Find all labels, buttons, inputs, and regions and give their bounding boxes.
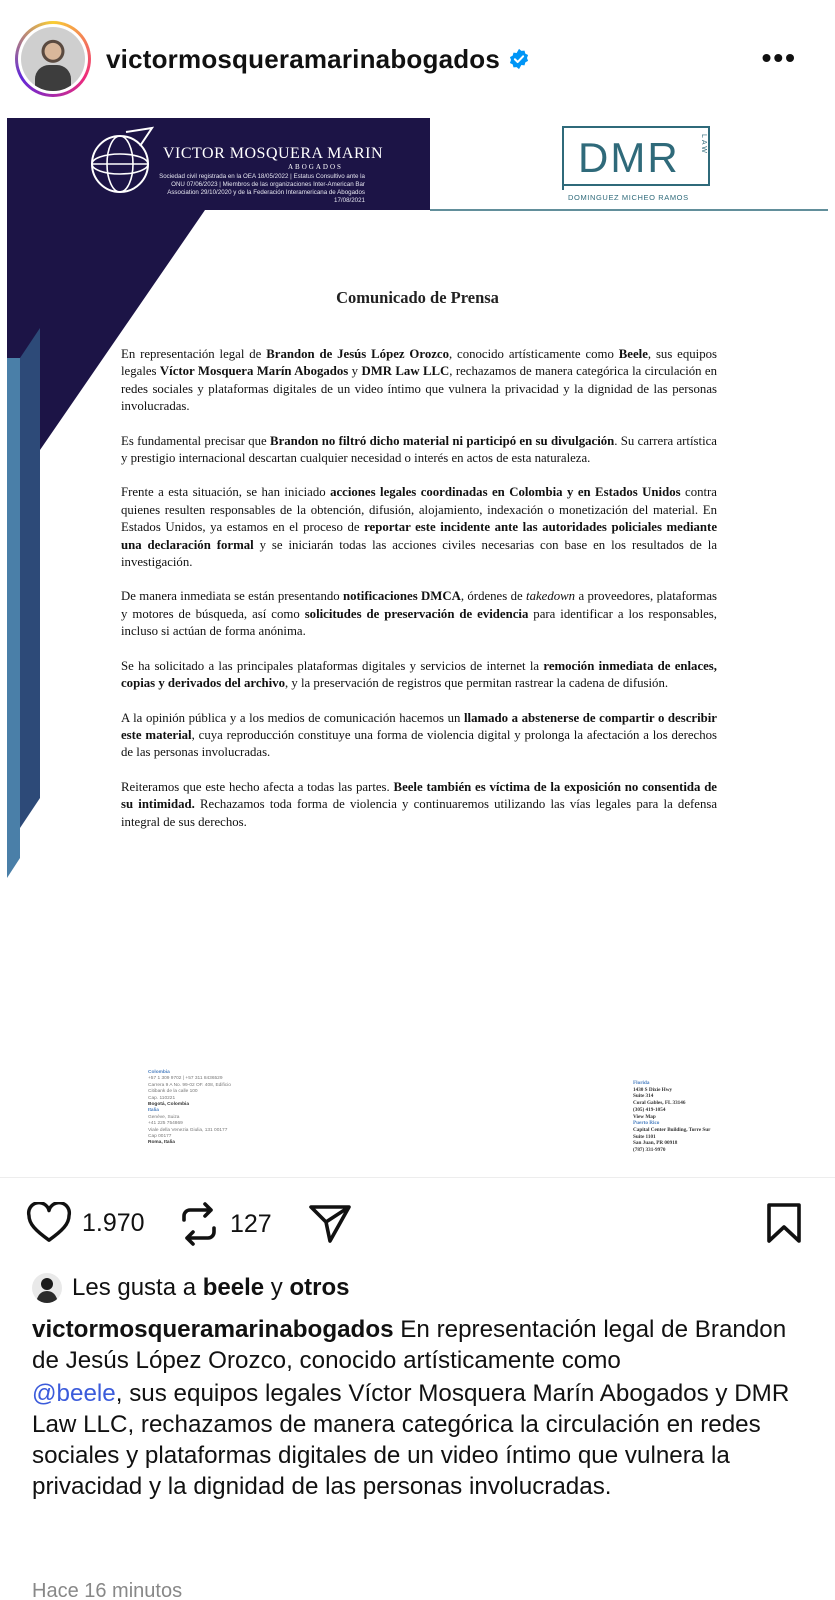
heart-icon[interactable]	[26, 1202, 72, 1244]
document-paragraph	[121, 588, 717, 640]
paragraph-run: A la opinión pública y a los medios de comunicación hacemos un	[121, 710, 464, 725]
masked-person-icon	[32, 1273, 62, 1303]
dmr-partner-names: DOMINGUEZ MICHEO RAMOS	[568, 193, 689, 202]
paragraph-run: , conocido artísticamente como	[448, 347, 619, 361]
repost-action[interactable]	[178, 1202, 272, 1246]
footer-address-line: Citibank de la calle 100	[148, 1089, 198, 1095]
action-bar	[0, 1178, 835, 1264]
paragraph-run: Es fundamental precisar que	[121, 433, 271, 448]
paragraph-run: notificaciones DMCA	[343, 589, 461, 604]
document-paragraph	[121, 779, 717, 831]
paragraph-run: . Su carrera artística y prestigio internacional descartan cualquier necesidad o interés en actos de esta naturaleza.	[121, 433, 717, 466]
footer-address-line: +41 225 754869	[148, 1121, 183, 1127]
paragraph-run: , órdenes de	[460, 589, 527, 604]
paragraph-run: takedown	[526, 589, 576, 604]
globe-logo-icon	[86, 126, 158, 198]
footer-address-line: (787) 331-9970	[633, 1147, 666, 1154]
post-header	[0, 0, 835, 118]
bookmark-icon[interactable]	[766, 1202, 802, 1244]
more-horizontal-icon[interactable]: •••	[761, 42, 797, 73]
footer-address-line: Cap. 110221	[148, 1095, 176, 1101]
paragraph-run: DMR Law LLC	[361, 364, 450, 379]
document-paragraph	[121, 658, 717, 693]
paragraph-run: a proveedores, plataformas y motores de búsqueda, así como	[121, 589, 718, 621]
vm-brand-name: VICTOR MOSQUERA MARIN	[163, 145, 384, 162]
footer-address-line: Coral Gables, FL 33146	[633, 1100, 686, 1107]
paragraph-run: De manera inmediata se están presentando	[121, 589, 344, 604]
footer-address-line: View Map	[633, 1113, 656, 1120]
liked-by-line[interactable]	[32, 1272, 349, 1304]
vm-brand-info: Sociedad civil registrada en la OEA 18/05/2022 | Estatus Consultivo ante la ONU 07/06/2023 | Miembros de las organizaciones Inter-American Bar Association 29/10/2020 y de la Federación Interamericana de Abogados 17/08/2021	[159, 173, 365, 204]
reposts-count: 127	[230, 1209, 272, 1238]
paragraph-run: contra quienes resulten responsables de la obtención, difusión, alojamiento, indexación o monetización del material. En Estados Unidos, ya estamos en el proceso de	[121, 485, 717, 535]
verified-badge-icon	[508, 48, 530, 70]
paragraph-run: Brandon de Jesús López Orozco	[266, 347, 449, 361]
dmr-logo-text: DMR	[578, 134, 680, 181]
paragraph-run: Frente a esta situación, se han iniciado	[121, 485, 331, 500]
caption-mention-link[interactable]: @beele	[32, 1380, 116, 1407]
dmr-logo-law: LAW	[700, 134, 707, 155]
profile-avatar[interactable]	[15, 21, 91, 97]
caption-text-2: , sus equipos legales Víctor Mosquera Marín Abogados y DMR Law LLC, rechazamos de manera categórica la circulación en redes sociales y plataformas digitales de un video íntimo que vulnera la privacidad y la dignidad de las personas involucradas.	[32, 1380, 790, 1500]
caption-username[interactable]: victormosqueramarinabogados	[32, 1316, 394, 1343]
footer-address-line: Suite 314	[633, 1093, 654, 1100]
like-action[interactable]	[26, 1202, 145, 1244]
paragraph-run: y se iniciarán todas las acciones civiles necesarias con base en los resultados de la investigación.	[121, 537, 717, 570]
paragraph-run: , cuya reproducción constituye una forma de violencia digital y prolonga la afectación a los derechos de las personas involucradas.	[121, 727, 717, 760]
share-action[interactable]	[308, 1204, 352, 1244]
footer-address-line: Genève, Suiza	[148, 1114, 180, 1120]
liked-by-user[interactable]: beele	[202, 1274, 265, 1301]
paragraph-run: reportar este incidente ante las autoridades policiales mediante una declaración formal	[121, 520, 717, 552]
caption-text-1: En representación legal de Brandon de Jesús López Orozco, conocido artísticamente como	[32, 1316, 787, 1374]
footer-address-line: Viale della Venezia Giulia, 131 00177	[148, 1127, 228, 1133]
paragraph-run: , rechazamos de manera categórica la circulación en redes sociales y plataformas digitales de un video íntimo que vulnera la privacidad y la dignidad de las personas involucradas.	[121, 364, 718, 414]
paragraph-run: solicitudes de preservación de evidencia	[304, 606, 529, 621]
post-timestamp: Hace 16 minutos	[32, 1580, 183, 1600]
save-action[interactable]	[766, 1202, 802, 1244]
footer-left-addresses	[148, 1070, 298, 1147]
paragraph-run: y	[348, 364, 362, 379]
paragraph-run: Víctor Mosquera Marín Abogados	[159, 364, 349, 379]
repost-icon[interactable]	[178, 1202, 220, 1246]
liked-by-others[interactable]: otros	[289, 1274, 350, 1301]
footer-address-line: San Juan, PR 00918	[633, 1140, 678, 1147]
footer-address-line: +57 1 309 9702 | +57 311 8436529	[148, 1076, 223, 1082]
paragraph-run: Reiteramos que este hecho afecta a todas las partes.	[121, 779, 394, 794]
paragraph-run: llamado a abstenerse de compartir o describir este material	[121, 710, 717, 742]
document-paragraph	[121, 346, 717, 416]
paragraph-run: Beele	[618, 347, 648, 361]
footer-right-addresses	[633, 1080, 783, 1154]
footer-address-line: Puerto Rico	[633, 1120, 660, 1127]
footer-address-line: Colombia	[148, 1070, 170, 1075]
paragraph-run: Beele también es víctima de la exposición no consentida de su intimidad.	[121, 779, 717, 812]
paragraph-run: Brandon no filtró dicho material ni participó en su divulgación	[270, 433, 615, 448]
paragraph-run: En representación legal de	[121, 347, 267, 361]
paragraph-run: para identificar a los responsables, incluso si actúan de forma anónima.	[121, 606, 717, 639]
paragraph-run: , sus equipos legales	[121, 347, 717, 379]
avatar-photo	[21, 27, 85, 91]
paragraph-run: , y la preservación de registros que permitan rastrear la cadena de difusión.	[285, 676, 669, 691]
paragraph-run: acciones legales coordinadas en Colombia y en Estados Unidos	[330, 485, 681, 500]
footer-address-line: Carrera 9 A No. 99-02 OF. 408, Edificio	[148, 1082, 231, 1088]
paragraph-run: Se ha solicitado a las principales plataformas digitales y servicios de internet la	[121, 658, 544, 673]
footer-address-line: Bogotá, Colombia	[148, 1102, 190, 1108]
document-paragraph	[121, 433, 717, 468]
document-title: Comunicado de Prensa	[336, 288, 499, 307]
likes-count: 1.970	[82, 1208, 145, 1237]
paragraph-run: Rechazamos toda forma de violencia y continuaremos utilizando las vías legales para la defensa integral de sus derechos.	[121, 797, 717, 829]
document-body	[121, 346, 717, 848]
liked-by-middle: y	[264, 1274, 290, 1301]
footer-address-line: 1430 S Dixie Hwy	[633, 1086, 673, 1093]
send-icon[interactable]	[308, 1204, 352, 1244]
footer-address-line: Capital Center Building, Torre Sur	[633, 1126, 711, 1133]
footer-address-line: Cap 00177	[148, 1134, 172, 1140]
post-image-document[interactable]	[0, 118, 835, 1178]
document-paragraph	[121, 484, 717, 571]
footer-address-line: Suite 1101	[633, 1133, 656, 1140]
footer-address-line: Roma, Italia	[148, 1140, 175, 1146]
liked-by-prefix: Les gusta a	[72, 1274, 203, 1301]
footer-address-line: (305) 419-1054	[633, 1106, 666, 1113]
footer-address-line: Italia	[148, 1108, 159, 1114]
document-paragraph	[121, 710, 717, 762]
post-caption	[32, 1314, 812, 1502]
footer-address-line: Florida	[633, 1080, 650, 1086]
post-username[interactable]: victormosqueramarinabogados	[106, 43, 501, 74]
liker-avatar[interactable]	[32, 1273, 62, 1303]
paragraph-run: remoción inmediata de enlaces, copias y derivados del archivo	[121, 658, 717, 691]
vm-brand-subtitle: ABOGADOS	[288, 163, 343, 171]
